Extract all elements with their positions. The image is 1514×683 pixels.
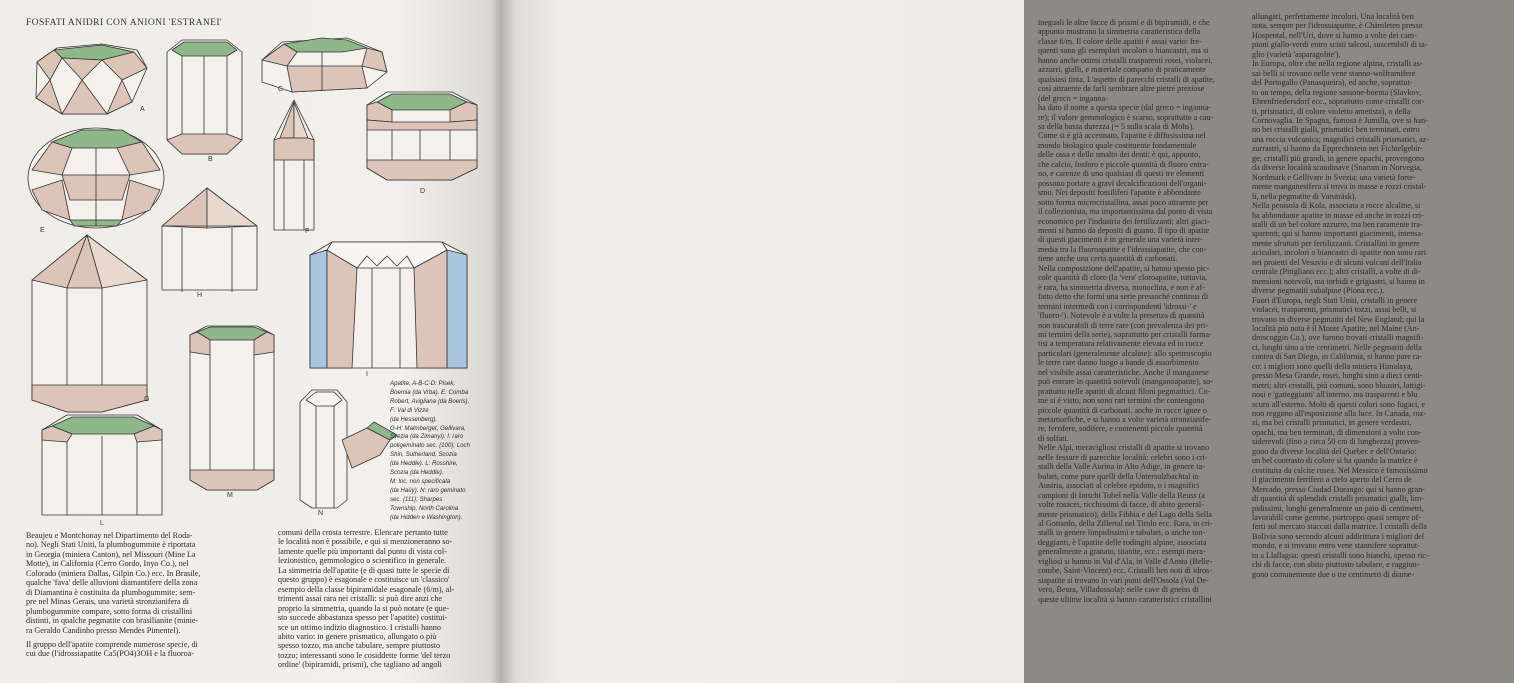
text-line: sa della bassa durezza (= 5 sulla scala di Mohs). xyxy=(1038,121,1195,131)
caption-line: G-H: Malmberget, Gellivara, xyxy=(390,424,466,432)
text-line: metamorfiche, e si hanno a volte varietà stronzianife- xyxy=(1038,415,1212,425)
text-line: mondo biologico quale costituente fondamentale xyxy=(1038,140,1197,150)
text-line: nel visibile assai caratteristiche. Anche il manganese xyxy=(1038,367,1209,377)
text-line: abito vario: in genere prismatico, allungato o più xyxy=(278,631,437,641)
text-line: queste ultime località si hanno caratteristici cristallini xyxy=(1038,594,1212,604)
text-line: stalli della Valle Aurina in Alto Adige, in genere ta- xyxy=(1038,462,1205,472)
caption-line: sec. {111}; Sharpes xyxy=(390,495,443,503)
text-line: droscoggin Co.), ove furono trovati cristalli magnifi- xyxy=(1252,333,1424,343)
right-text-column-2 xyxy=(1252,12,1514,683)
crystal-h xyxy=(162,188,257,292)
text-line: plumbogummite compare, sotto forma di cristallini xyxy=(26,606,193,616)
text-line: tozzo; interessanti sono le cosiddette forme 'del terzo xyxy=(278,650,451,660)
text-line: ferti sul mercato staccati dalla matrice. I cristalli della xyxy=(1252,522,1427,532)
text-line: to un tempo, della regione sassone-boema (Slavkov, xyxy=(1252,87,1422,97)
text-line: deggianti, è l'apatite delle rodingiti alpine, associata xyxy=(1038,537,1207,547)
text-line: Austria, associati al celebre epidoto, o i magnifici xyxy=(1038,481,1200,491)
text-line: metri; altri cristalli, più comuni, sono bluastri, lattigi- xyxy=(1252,380,1426,390)
text-line: pioni giallo-verdi entro scisti talcosi, suscettibili di ta- xyxy=(1252,40,1428,50)
running-head: FOSFATI ANIDRI CON ANIONI 'ESTRANEI' xyxy=(26,18,223,28)
caption-line: F: Val di Vizze xyxy=(390,406,429,414)
figure-letter-f: F xyxy=(305,228,310,235)
text-line: no). Negli Stati Uniti, la plumbogummite è riportata xyxy=(26,540,196,550)
text-line: pidissimi, lunghi generalmente un paio di centimetri, xyxy=(1252,503,1424,513)
text-line: trimenti assai rara nei cristalli: si può dire anzi che xyxy=(278,594,443,604)
text-line: mente sfruttati per fertilizzanti. Cristallini in genere xyxy=(1252,238,1420,248)
text-line: località più nota è il Monte Apatite, nel Maine (An- xyxy=(1252,323,1420,333)
figure-letter-a: A xyxy=(140,106,145,113)
text-line: il collezionista, ma importantissima dal punto di vista xyxy=(1038,207,1213,217)
text-line: questo gruppo) è esagonale e costituisce un 'classico' xyxy=(278,575,450,585)
text-line: generalmente a granato, titanite, ecc.: esempi mera- xyxy=(1038,547,1206,557)
text-line: Colorado (miniera Dallas, Gilpin Co.) ecc. In Brasile, xyxy=(26,568,201,578)
caption-line: Apatite. A-B-C-D: Pisek, xyxy=(390,380,456,387)
figure-letter-l: L xyxy=(100,520,104,527)
crystal-e xyxy=(28,128,164,228)
caption-line: M: loc. non specificata xyxy=(390,477,451,485)
text-line: combe, Saint-Vincent) ecc. Cristalli ben noti di idros- xyxy=(1038,566,1212,576)
text-line: allungati, perfettamente incolori. Una località ben xyxy=(1252,12,1414,21)
text-line: re, ferrifere, sodifere, e contenenti piccole quantità xyxy=(1038,424,1203,434)
text-line: ineguali le altre facce di prismi e di bipiramidi, e che xyxy=(1038,18,1210,27)
caption-line: Robert, Avigliana (da Boeris). xyxy=(390,397,470,405)
text-line: azzurri, gialli, e materiale compatto di praticamente xyxy=(1038,65,1206,75)
text-line: ge; cristalli più grandi, in genere opachi, provengono xyxy=(1252,153,1425,163)
text-line: al Gottardo, della Zillertal nel Tirolo ecc. Rara, in cri- xyxy=(1038,519,1213,529)
caption-line: (da Haüy). N: raro geminato xyxy=(390,486,466,494)
figure-letter-i: I xyxy=(366,371,368,378)
caption-line: Scozia (da Heddle). xyxy=(390,469,444,477)
text-line: sce un ottimo indizio diagnostico. I cristalli hanno xyxy=(278,622,441,632)
text-line: sotto forma microcristallina, assai poco attraente per xyxy=(1038,197,1209,207)
text-line: gono da diverse località del Quebec e dell'Ontario: xyxy=(1252,446,1417,456)
text-line: esempio della classe bipiramidale esagonale (6/m), al- xyxy=(278,584,455,594)
text-line: Beaujeu e Montchonay nel Dipartimento del Roda- xyxy=(26,531,193,540)
text-line: Fuori d'Europa, negli Stati Uniti, cristalli in genere xyxy=(1252,295,1418,305)
text-line: di Diamantina è costituita da plumbogummite; sem- xyxy=(26,587,196,597)
text-line: spesso tozzo, ma anche tabulare, sempre piuttosto xyxy=(278,641,441,651)
text-line: trovano in diverse pegmatiti del New England; qui la xyxy=(1252,314,1425,324)
left-text-column-1 xyxy=(26,531,263,683)
text-line: zurrastri, si hanno da Epprechtstein nei Fichtelgebir- xyxy=(1252,144,1423,154)
text-line: co: i migliori sono quelli della miniera Himalaya, xyxy=(1252,361,1413,371)
text-line: cui due (l'idrossiapatite Ca5(PO4)3OH e la fluoroa- xyxy=(26,649,194,659)
text-line: zi, ma bei cristalli prismatici, in genere verdastri, xyxy=(1252,418,1412,428)
text-line: siderevoli (fino a circa 50 cm di lunghezza) proven- xyxy=(1252,437,1421,447)
text-line: campioni di Intschi Tobel nella Valle della Reuss (a xyxy=(1038,490,1206,500)
text-line: media tra la fluoroapatite e l'idrossiapatite, che con- xyxy=(1038,244,1207,254)
text-line: ci, lunghi sino a tre centimetri. Nelle pegmatiti della xyxy=(1252,342,1422,352)
crystal-b xyxy=(167,40,242,154)
text-line: ha abbondante apatite in masse ed anche in rozzi cri- xyxy=(1252,210,1424,220)
text-line: ra Geraldo Candinho presso Mendes Pimentel). xyxy=(26,625,181,635)
text-line: Come si è già accennato, l'apatite è diffusissima nel xyxy=(1038,131,1206,141)
text-line: Nella composizione dell'apatite, si hanno spesso pic- xyxy=(1038,263,1210,273)
crystal-m xyxy=(190,326,274,490)
figure-letter-e: E xyxy=(40,227,45,234)
text-line: diverse pegmatiti subalpine (Piona ecc.). xyxy=(1252,286,1385,296)
text-line: Nelle Alpi, meravigliosi cristalli di apatite si trovano xyxy=(1038,443,1210,453)
text-line: può entrare in quantità notevoli (manganoapatite), so- xyxy=(1038,377,1213,387)
text-line: piccole quantità di carbonati, anche in rocce ignee o xyxy=(1038,405,1207,415)
text-line: Ehrenfriedersdorf ecc., soprattutto come cristalli cor- xyxy=(1252,97,1425,107)
text-line: mondo, e si trovano entro vene stannifere soprattut- xyxy=(1252,541,1420,551)
figure-letter-c: C xyxy=(278,86,284,93)
text-line: chi di facce, con abito piuttosto tabulare, e raggiun- xyxy=(1252,560,1420,570)
text-line: hanno anche ottimi cristalli trasparenti rosei, violacei, xyxy=(1038,55,1213,65)
text-line: di questi giacimenti è in generale una varietà inter- xyxy=(1038,235,1203,245)
text-line: 'fluoro-'). Notevole è a volte la presenza di quantità xyxy=(1038,311,1205,321)
right-page xyxy=(500,0,1430,683)
text-line: da diverse località scandinave (Snarum in Norvegia, xyxy=(1252,163,1422,173)
crystal-l xyxy=(42,415,162,515)
text-line: glio (varietà 'asparagolite'). xyxy=(1252,49,1341,59)
right-text-column-1 xyxy=(1038,18,1250,683)
text-line: Mercado, presso Ciudad Durango: qui si hanno gran- xyxy=(1252,484,1425,494)
text-line: re); il valore gemmologico è scarso, soprattutto a cau- xyxy=(1038,112,1214,122)
text-line: contea di San Diego, in California, si hanno pure ra- xyxy=(1252,352,1422,362)
text-line: qualsiasi tinta. L'aspetto di parecchi cristalli di apatite, xyxy=(1038,74,1215,84)
text-line: particolari (generalmente alcaline): allo spettroscopio xyxy=(1038,348,1212,358)
text-line: quenti sono gli esemplari incolori o biancastri, ma si xyxy=(1038,46,1209,56)
text-line: Il gruppo dell'apatite comprende numerose specie, di xyxy=(26,639,198,649)
text-line: Motte), in California (Cerro Gordo, Inyo Co.), nel xyxy=(26,559,189,569)
text-line: no, e carenze di uno qualsiasi di questi tre elementi xyxy=(1038,169,1205,179)
text-line: proprio la simmetria, quando la si può notare (e que- xyxy=(278,603,450,613)
text-line: Nella penisola di Kola, associata a rocce alcaline, si xyxy=(1252,201,1421,211)
text-line: ordine' (bipiramidi, prismi), che tagliano ad angoli xyxy=(278,660,442,670)
text-line: gono comunemente due o tre centimetri di diame- xyxy=(1252,569,1415,579)
text-line: tiene anche una certa quantità di carbonati. xyxy=(1038,254,1178,264)
text-line: una roccia vulcanica; magnifici cristalli prismatici, az- xyxy=(1252,134,1430,144)
text-line: aciculari, incolori o biancastri di apatite non sono rari xyxy=(1252,248,1426,258)
text-line: possono portare a gravi decalcificazioni dell'organi- xyxy=(1038,178,1207,188)
text-line: scuro all'esterno. Molti di questi colori sono fugaci, e xyxy=(1252,399,1425,409)
text-line: Nordmark e Gellivare in Svezia: una varietà forte- xyxy=(1252,172,1416,182)
text-line: delle ossa e dello smalto dei denti: è qui, appunto, xyxy=(1038,150,1201,160)
text-line: di quantità di splendidi cristalli prismatici gialli, lim- xyxy=(1252,494,1424,504)
text-line: cole quantità di cloro (la 'vera' cloroapatite, tuttavia, xyxy=(1038,273,1208,283)
text-line: (del greco = inganna- xyxy=(1038,93,1108,103)
text-line: non trascurabili di terre rare (con prevalenza dei pri- xyxy=(1038,320,1209,330)
text-line: sto succede abbastanza spesso per l'apatite) costitui- xyxy=(278,613,448,623)
caption-line: Boemia (da Vrba). E: Comba xyxy=(390,388,469,396)
text-line: il giacimento ferrifero a cielo aperto del Cerro de xyxy=(1252,475,1412,485)
figure-letter-n: N xyxy=(318,510,324,517)
text-line: stalli in genere limpidissimi e tabulari, o anche ton- xyxy=(1038,528,1206,538)
text-line: lezionistico, gemmologico o scientifico in generale. xyxy=(278,556,447,566)
text-line: sparenti; qui si hanno importanti giacimenti, intensa- xyxy=(1252,229,1424,239)
text-line: La simmetria dell'apatite (e di quasi tutte le specie di xyxy=(278,565,450,575)
text-line: volte rosacei, ricchissimi di facce, di abito general- xyxy=(1038,500,1204,510)
text-line: menti si hanno da depositi di guano. Il tipo di apatite xyxy=(1038,225,1210,235)
text-line: vigliosi si hanno in Val d'Ala, in Valle d'Aosta (Belle- xyxy=(1038,556,1213,566)
text-line: vero, Beura, Villadossola): nelle cave di gneiss di xyxy=(1038,585,1199,595)
caption-line: (da Heddle). L: Rosshire, xyxy=(390,460,458,468)
figure-letter-b: B xyxy=(208,156,213,163)
text-line: sai belli si trovano nelle vene stanno-wolframifere xyxy=(1252,68,1416,78)
text-line: costituita da calcite rosea. Nel Messico è famosissimo xyxy=(1252,465,1428,475)
figure-letter-h: H xyxy=(197,292,203,299)
text-line: stalli di un bel colore azzurro, ma ben raramente tra- xyxy=(1252,219,1423,229)
text-line: smo. Nei depositi fossiliferi l'apatite è abbondante xyxy=(1038,188,1201,198)
caption-line: Shin, Sutherland, Scozia xyxy=(390,451,457,459)
text-line: del Portogallo (Panasqueira), ed anche, soprattut- xyxy=(1252,78,1413,88)
text-line: to a Llallagua: questi cristalli sono bianchi, spesso ric- xyxy=(1252,550,1429,560)
text-line: siapatite si trovano in vari punti dell'Ossola (Val De- xyxy=(1038,575,1209,585)
text-line: li, nella pegmatite di Varuträsk). xyxy=(1252,191,1357,201)
text-line: In Europa, oltre che nella regione alpina, cristalli as- xyxy=(1252,59,1423,69)
text-line: un bel contrasto di colore si ha quando la matrice è xyxy=(1252,456,1418,466)
crystal-g xyxy=(32,235,150,412)
text-line: lamente quelle più importanti dal punto di vista col- xyxy=(278,546,447,556)
crystal-n xyxy=(300,390,397,508)
text-line: nota, sempre per l'idrossiapatite, è Chämleten presso xyxy=(1252,21,1423,31)
text-line: me si è visto, non sono rari termini che contengono xyxy=(1038,396,1205,406)
text-line: non reggono all'esposizione alla luce. In Canada, roz- xyxy=(1252,409,1427,419)
text-line: distinti, in qualche pegmatite con brasilianite (minie- xyxy=(26,616,199,626)
text-line: comuni della crosta terrestre. Elencare pertanto tutte xyxy=(278,528,448,537)
text-line: no bei cristalli gialli, prismatici ben terminati, entro xyxy=(1252,125,1420,135)
caption-line: (da Hidden e Washington). xyxy=(390,513,463,521)
text-line: fatto detto che formi una serie pressoché continua di xyxy=(1038,292,1209,302)
text-line: mente manganesifera si trova in masse e rozzi cristal- xyxy=(1252,182,1427,192)
figure-letter-g: G xyxy=(144,396,150,403)
text-line: ha dato il nome a questa specie (dal greco = inganna- xyxy=(1038,103,1211,113)
text-line: nosi e 'gatteggianti' all'interno, ma trasparenti e blu xyxy=(1252,390,1418,400)
text-line: mensioni notevoli, ma torbidi e grigiastri, si hanno in xyxy=(1252,276,1425,286)
text-line: Bolivia sono secondo alcuni addirittura i migliori del xyxy=(1252,531,1425,541)
text-line: in Georgia (miniera Canton), nel Missouri (Mine La xyxy=(26,549,196,559)
text-line: classe 6/m. Il colore delle apatiti è assai vario: fre- xyxy=(1038,36,1202,46)
crystal-f xyxy=(274,100,314,230)
text-line: centrale (Pitigliano ecc.); altri cristalli, a volte di di- xyxy=(1252,267,1421,277)
text-line: mi termini della serie), soprattutto per cristalli forma- xyxy=(1038,329,1212,339)
text-line: le località non è possibile, e qui si menzioneranno so- xyxy=(278,537,453,547)
figure-letter-d: D xyxy=(420,188,426,195)
text-line: nelle fessure di parecchie località: celebri sono i cri- xyxy=(1038,452,1208,462)
caption-line: Svezia (da Zimanyi). I: raro xyxy=(390,433,464,441)
text-line: prattutto nelle apatiti di alcuni filoni pegmatitici. Co- xyxy=(1038,386,1211,396)
text-line: Hospental, nell'Uri, dove si hanno a volte dei cam- xyxy=(1252,30,1417,40)
text-line: presso Mesa Grande, rosei, lunghi sino a dieci centi- xyxy=(1252,371,1423,381)
text-line: di solfati. xyxy=(1038,433,1069,443)
figure-letter-m: M xyxy=(227,492,233,499)
text-line: violacei, trasparenti, prismatici tozzi, assai belli, si xyxy=(1252,305,1417,315)
caption-line: poligeminato sec. {100}; Loch xyxy=(390,442,470,450)
text-line: qualche 'fava' delle alluvioni diamantifere della zona xyxy=(26,578,198,588)
crystal-c xyxy=(262,38,387,92)
text-line: che calcio, fosforo e piccole quantità di fluoro entra- xyxy=(1038,159,1209,169)
text-line: appunto mostrano la simmetria caratteristica della xyxy=(1038,27,1201,37)
text-line: termini intermedi con i corrispondenti 'idrossi-' e xyxy=(1038,301,1197,311)
text-line: mente prismatico), della Fibbia e del Lago della Sella xyxy=(1038,509,1212,519)
text-line: è rara, ha simmetria diversa, monoclina, e non è af- xyxy=(1038,282,1205,292)
left-text-column-2 xyxy=(278,528,494,683)
crystal-d xyxy=(367,92,477,180)
text-line: così attraente da farli sembrare altre pietre preziose xyxy=(1038,84,1205,94)
crystal-i xyxy=(310,242,467,368)
text-line: bulari, come pure quelli della Untersulzbachtal in xyxy=(1038,471,1199,481)
text-line: ti, prismatici, di colore violetto ametista), o della xyxy=(1252,106,1411,116)
caption-line: Township, North Carolina xyxy=(390,504,459,512)
text-line: lavorabili come gemme, purtroppo quasi sempre of- xyxy=(1252,513,1421,523)
crystal-a xyxy=(36,44,147,114)
text-line: Cornovaglia. In Spagna, famosa è Jumilla, ove si han- xyxy=(1252,115,1428,125)
figure-caption xyxy=(390,380,502,523)
text-line: opachi, ma ben terminati, di dimensioni a volte con- xyxy=(1252,427,1422,437)
caption-line: (da Hessenberg). xyxy=(390,415,438,423)
left-page xyxy=(0,0,500,683)
text-line: pre nel Minas Gerais, una varietà stronzianifera di xyxy=(26,597,189,607)
text-line: nei proietti del Vesuvio e di alcuni vulcani dell'Italia xyxy=(1252,257,1422,267)
text-line: tisi a temperatura relativamente elevata ed in rocce xyxy=(1038,339,1204,349)
text-line: economico per l'industria dei fertilizzanti; altri giaci- xyxy=(1038,216,1210,226)
text-line: le terre rare danno luogo a bande di assorbimento xyxy=(1038,358,1199,368)
